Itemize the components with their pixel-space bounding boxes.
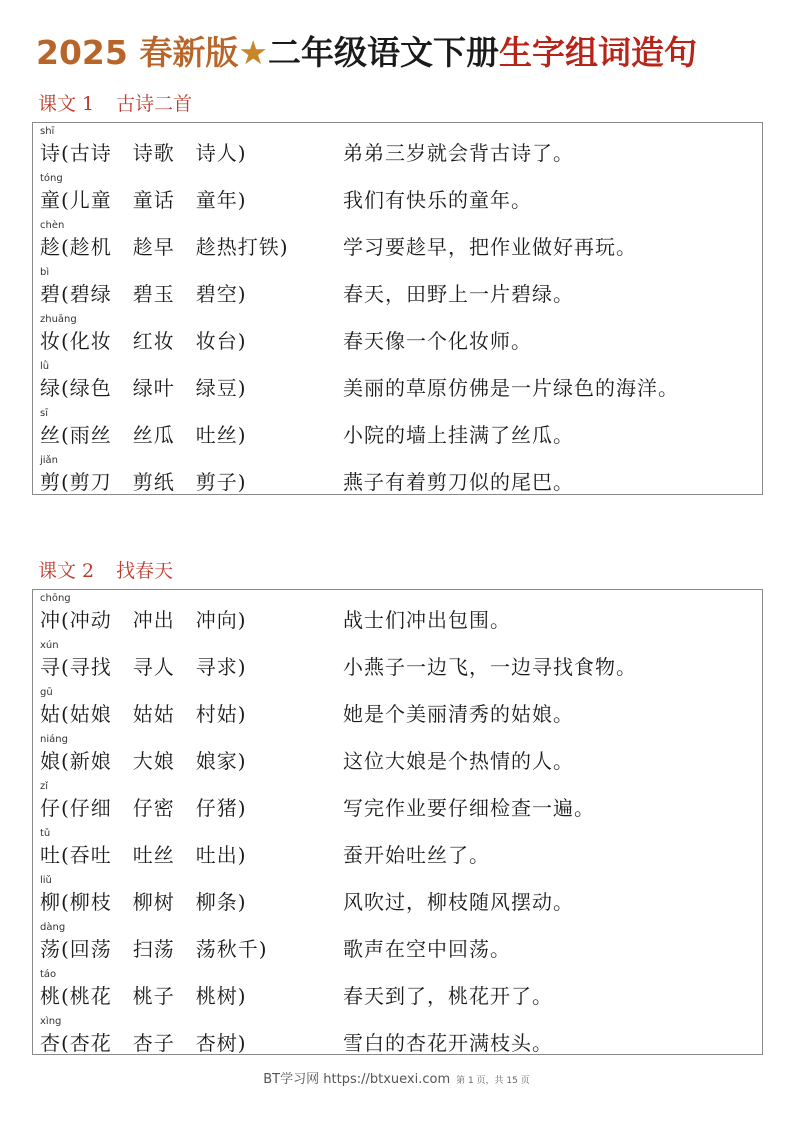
title-edition: 春新版: [139, 33, 239, 72]
example-sentence: 美丽的草原仿佛是一片绿色的海洋。: [343, 376, 679, 400]
vocab-row: [33, 684, 762, 731]
page-number: 第 1 页，共 15 页: [456, 1076, 530, 1086]
title-main: 二年级语文下册: [267, 33, 499, 72]
vocab-row: [33, 590, 762, 637]
vocab-row: [33, 123, 762, 170]
word-group: 冲(冲动 冲出 冲向): [40, 608, 247, 632]
example-sentence: 歌声在空中回荡。: [343, 937, 511, 961]
vocab-row: [33, 731, 762, 778]
word-group: 丝(雨丝 丝瓜 吐丝): [40, 423, 247, 447]
vocab-row: [33, 452, 762, 499]
example-sentence: 学习要趁早，把作业做好再玩。: [343, 235, 637, 259]
pinyin-label: xún: [40, 640, 59, 651]
pinyin-label: bì: [40, 267, 50, 278]
example-sentence: 写完作业要仔细检查一遍。: [343, 796, 595, 820]
example-sentence: 春天像一个化妆师。: [343, 329, 532, 353]
pinyin-label: chèn: [40, 220, 65, 231]
lesson-name: 古诗二首: [116, 93, 193, 115]
word-group: 吐(吞吐 吐丝 吐出): [40, 843, 247, 867]
example-sentence: 我们有快乐的童年。: [343, 188, 532, 212]
lesson-number: 课文 1: [38, 93, 95, 115]
example-sentence: 战士们冲出包围。: [343, 608, 511, 632]
pinyin-label: táo: [40, 969, 57, 980]
vocab-row: [33, 966, 762, 1013]
vocab-row: [33, 170, 762, 217]
pinyin-label: sī: [40, 408, 48, 419]
word-group: 杏(杏花 杏子 杏树): [40, 1031, 247, 1055]
vocab-row: [33, 825, 762, 872]
word-group: 妆(化妆 红妆 妆台): [40, 329, 247, 353]
example-sentence: 春天，田野上一片碧绿。: [343, 282, 574, 306]
word-group: 绿(绿色 绿叶 绿豆): [40, 376, 247, 400]
example-sentence: 风吹过，柳枝随风摆动。: [343, 890, 574, 914]
example-sentence: 燕子有着剪刀似的尾巴。: [343, 470, 574, 494]
example-sentence: 弟弟三岁就会背古诗了。: [343, 141, 574, 165]
word-group: 荡(回荡 扫荡 荡秋千): [40, 937, 268, 961]
lesson-number: 课文 2: [38, 560, 95, 582]
example-sentence: 雪白的杏花开满枝头。: [343, 1031, 553, 1055]
word-group: 娘(新娘 大娘 娘家): [40, 749, 247, 773]
word-group: 诗(古诗 诗歌 诗人): [40, 141, 247, 165]
pinyin-label: zhuāng: [40, 314, 77, 325]
word-group: 剪(剪刀 剪纸 剪子): [40, 470, 247, 494]
page-title: [36, 30, 776, 76]
star-icon: ★: [238, 33, 268, 72]
example-sentence: 春天到了，桃花开了。: [343, 984, 553, 1008]
vocab-row: [33, 264, 762, 311]
word-group: 姑(姑娘 姑姑 村姑): [40, 702, 247, 726]
vocab-row: [33, 919, 762, 966]
pinyin-label: lǜ: [40, 361, 50, 372]
word-group: 寻(寻找 寻人 寻求): [40, 655, 247, 679]
vocab-row: [33, 1013, 762, 1060]
example-sentence: 蚕开始吐丝了。: [343, 843, 490, 867]
word-group: 趁(趁机 趁早 趁热打铁): [40, 235, 289, 259]
word-group: 童(儿童 童话 童年): [40, 188, 247, 212]
pinyin-label: shī: [40, 126, 55, 137]
pinyin-label: gū: [40, 687, 53, 698]
vocab-row: [33, 778, 762, 825]
example-sentence: 小院的墙上挂满了丝瓜。: [343, 423, 574, 447]
pinyin-label: jiǎn: [40, 455, 59, 466]
vocab-row: [33, 311, 762, 358]
pinyin-label: xìng: [40, 1016, 62, 1027]
lesson-name: 找春天: [116, 560, 174, 582]
lesson-2-table: [32, 589, 763, 1055]
word-group: 仔(仔细 仔密 仔猪): [40, 796, 247, 820]
footer-watermark[interactable]: BT学习网 https://btxuexi.com: [263, 1072, 451, 1087]
example-sentence: 小燕子一边飞，一边寻找食物。: [343, 655, 637, 679]
pinyin-label: tóng: [40, 173, 63, 184]
vocab-row: [33, 872, 762, 919]
word-group: 桃(桃花 桃子 桃树): [40, 984, 247, 1008]
pinyin-label: dàng: [40, 922, 66, 933]
title-accent: 生字组词造句: [498, 33, 697, 72]
vocab-row: [33, 637, 762, 684]
vocab-row: [33, 405, 762, 452]
pinyin-label: chōng: [40, 593, 71, 604]
pinyin-label: zǐ: [40, 781, 49, 792]
word-group: 碧(碧绿 碧玉 碧空): [40, 282, 247, 306]
example-sentence: 这位大娘是个热情的人。: [343, 749, 574, 773]
lesson-2-heading: [38, 558, 173, 584]
example-sentence: 她是个美丽清秀的姑娘。: [343, 702, 574, 726]
pinyin-label: tǔ: [40, 828, 51, 839]
lesson-1-heading: [38, 91, 192, 117]
lesson-1-table: [32, 122, 763, 495]
word-group: 柳(柳枝 柳树 柳条): [40, 890, 247, 914]
pinyin-label: liǔ: [40, 875, 52, 886]
page-footer: [0, 1068, 793, 1087]
pinyin-label: niáng: [40, 734, 68, 745]
vocab-row: [33, 217, 762, 264]
title-year: 2025: [36, 33, 128, 72]
vocab-row: [33, 358, 762, 405]
